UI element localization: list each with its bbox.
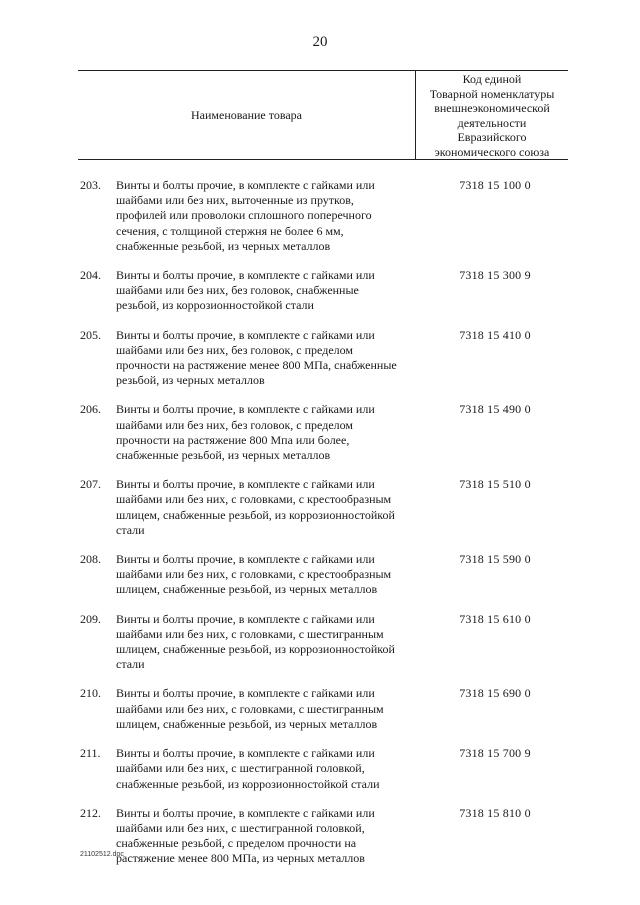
row-tnved-code: 7318 15 690 0 bbox=[459, 686, 531, 701]
row-description bbox=[110, 806, 416, 867]
row-description bbox=[110, 477, 416, 538]
description-line: Винты и болты прочие, в комплекте с гайками или bbox=[116, 327, 375, 342]
description-line: шайбами или без них, без головок, снабженные bbox=[116, 283, 359, 298]
row-description bbox=[110, 746, 416, 792]
table-row bbox=[78, 746, 568, 792]
row-description bbox=[110, 612, 416, 673]
row-tnved-code: 7318 15 300 9 bbox=[459, 268, 531, 283]
description-line: снабженные резьбой, из черных металлов bbox=[116, 448, 331, 463]
description-line: шлицем, снабженные резьбой, из черных металлов bbox=[116, 582, 378, 597]
description-line: шайбами или без них, с шестигранной головкой, bbox=[116, 761, 365, 776]
header-name-column: Наименование товара bbox=[78, 71, 416, 159]
description-line: шайбами или без них, с головками, с крестообразным bbox=[116, 492, 392, 507]
table-row bbox=[78, 328, 568, 389]
row-description bbox=[110, 268, 416, 314]
description-line: снабженные резьбой, из коррозионностойкой стали bbox=[116, 776, 380, 791]
table-body bbox=[78, 178, 568, 867]
row-description bbox=[110, 402, 416, 463]
description-line: Винты и болты прочие, в комплекте с гайками или bbox=[116, 268, 375, 283]
goods-table bbox=[78, 70, 568, 881]
description-line: резьбой, из черных металлов bbox=[116, 373, 265, 388]
description-line: шайбами или без них, с шестигранной головкой, bbox=[116, 820, 365, 835]
row-number: 205. bbox=[80, 327, 101, 342]
description-line: профилей или проволоки сплошного поперечного bbox=[116, 208, 372, 223]
table-header bbox=[78, 70, 568, 160]
row-tnved-code: 7318 15 610 0 bbox=[459, 611, 531, 626]
document-filename: 21102512.doc bbox=[80, 851, 124, 858]
description-line: Винты и болты прочие, в комплекте с гайками или bbox=[116, 402, 375, 417]
row-number: 206. bbox=[80, 402, 101, 417]
header-code-column bbox=[416, 71, 568, 159]
row-tnved-code: 7318 15 700 9 bbox=[459, 746, 531, 761]
page-number: 20 bbox=[312, 34, 328, 50]
description-line: шлицем, снабженные резьбой, из черных металлов bbox=[116, 716, 378, 731]
row-tnved-code: 7318 15 590 0 bbox=[459, 552, 531, 567]
header-code-line: внешнеэкономической bbox=[434, 101, 550, 116]
description-line: стали bbox=[116, 657, 145, 672]
table-row bbox=[78, 178, 568, 254]
description-line: шлицем, снабженные резьбой, из коррозионностойкой bbox=[116, 507, 395, 522]
description-line: сечения, с толщиной стержня не более 6 мм, bbox=[116, 223, 344, 238]
row-number: 203. bbox=[80, 178, 101, 192]
table-row bbox=[78, 552, 568, 598]
row-description bbox=[110, 178, 416, 254]
description-line: снабженные резьбой, с пределом прочности на bbox=[116, 836, 357, 851]
description-line: стали bbox=[116, 522, 145, 537]
row-number: 211. bbox=[80, 746, 101, 761]
description-line: растяжение менее 800 МПа, из черных металлов bbox=[116, 851, 365, 866]
description-line: прочности на растяжение 800 Мпа или более, bbox=[116, 432, 350, 447]
table-row bbox=[78, 686, 568, 732]
table-row bbox=[78, 806, 568, 867]
row-description bbox=[110, 328, 416, 389]
description-line: Винты и болты прочие, в комплекте с гайками или bbox=[116, 746, 375, 761]
header-code-line: экономического союза bbox=[434, 144, 550, 159]
row-number: 212. bbox=[80, 805, 101, 820]
description-line: Винты и болты прочие, в комплекте с гайками или bbox=[116, 611, 375, 626]
description-line: шайбами или без них, без головок, с пределом bbox=[116, 342, 353, 357]
row-tnved-code: 7318 15 100 0 bbox=[459, 178, 531, 192]
row-tnved-code: 7318 15 410 0 bbox=[459, 327, 531, 342]
table-row bbox=[78, 612, 568, 673]
row-number: 207. bbox=[80, 477, 101, 492]
description-line: шайбами или без них, без головок, с пределом bbox=[116, 417, 353, 432]
description-line: шайбами или без них, с головками, с крестообразным bbox=[116, 567, 392, 582]
description-line: шайбами или без них, с головками, с шестигранным bbox=[116, 626, 384, 641]
description-line: Винты и болты прочие, в комплекте с гайками или bbox=[116, 686, 375, 701]
description-line: шайбами или без них, с головками, с шестигранным bbox=[116, 701, 384, 716]
description-line: Винты и болты прочие, в комплекте с гайками или bbox=[116, 477, 375, 492]
header-code-line: деятельности bbox=[457, 115, 527, 130]
row-description bbox=[110, 686, 416, 732]
row-number: 204. bbox=[80, 268, 101, 283]
description-line: шлицем, снабженные резьбой, из коррозионностойкой bbox=[116, 642, 395, 657]
header-code-line: Код единой bbox=[462, 72, 522, 86]
description-line: Винты и болты прочие, в комплекте с гайками или bbox=[116, 552, 375, 567]
row-number: 209. bbox=[80, 611, 101, 626]
description-line: Винты и болты прочие, в комплекте с гайками или bbox=[116, 178, 375, 192]
description-line: Винты и болты прочие, в комплекте с гайками или bbox=[116, 805, 375, 820]
header-code-line: Товарной номенклатуры bbox=[429, 86, 555, 101]
description-line: резьбой, из коррозионностойкой стали bbox=[116, 298, 314, 313]
row-description bbox=[110, 552, 416, 598]
description-line: снабженные резьбой, из черных металлов bbox=[116, 238, 331, 253]
description-line: шайбами или без них, выточенные из прутков, bbox=[116, 193, 354, 208]
table-row bbox=[78, 268, 568, 314]
row-number: 208. bbox=[80, 552, 101, 567]
table-row bbox=[78, 402, 568, 463]
row-tnved-code: 7318 15 510 0 bbox=[459, 477, 531, 492]
row-number: 210. bbox=[80, 686, 101, 701]
header-code-line: Евразийского bbox=[457, 130, 527, 145]
description-line: прочности на растяжение менее 800 МПа, снабженные bbox=[116, 358, 397, 373]
row-tnved-code: 7318 15 490 0 bbox=[459, 402, 531, 417]
table-row bbox=[78, 477, 568, 538]
row-tnved-code: 7318 15 810 0 bbox=[459, 805, 531, 820]
